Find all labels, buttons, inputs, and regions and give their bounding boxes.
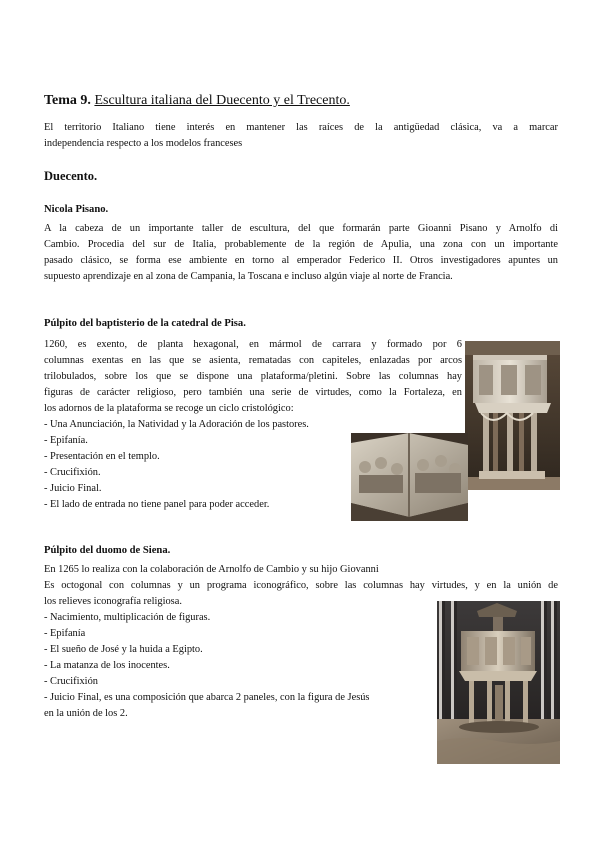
- pisa-pulpit-photo: [465, 341, 560, 490]
- nicola-heading: Nicola Pisano.: [44, 204, 109, 215]
- siena-list-item: en la unión de los 2.: [44, 708, 128, 719]
- pisa-list-item: - Una Anunciación, la Natividad y la Adoración de los pastores.: [44, 419, 309, 430]
- nicola-line-4: supuesto aprendizaje en al zona de Campania, la Toscana e incluso algún viaje al norte de Francia.: [44, 271, 453, 282]
- pisa-line-1: 1260, es exento, de planta hexagonal, en mármol de carrara y formado por 6: [44, 339, 462, 350]
- pisa-list-item: - Epifanía.: [44, 435, 88, 446]
- intro-line-1: El territorio Italiano tiene interés en mantener las raíces de la antigüedad clásica, va a marcar: [44, 122, 558, 133]
- intro-line-2: independencia respecto a los modelos franceses: [44, 138, 243, 149]
- pisa-list-item: - Juicio Final.: [44, 483, 102, 494]
- pisa-heading: Púlpito del baptisterio de la catedral de Pisa.: [44, 318, 246, 329]
- pisa-relief-photo: [351, 433, 468, 521]
- siena-list-item: - La matanza de los inocentes.: [44, 660, 170, 671]
- title-text: Escultura italiana del Duecento y el Trecento.: [94, 93, 350, 108]
- siena-line-2: Es octogonal con columnas y un programa iconográfico, sobre las columnas hay virtudes, y en la unión de: [44, 580, 558, 591]
- pisa-list-item: - El lado de entrada no tiene panel para poder acceder.: [44, 499, 270, 510]
- siena-line-1: En 1265 lo realiza con la colaboración de Arnolfo de Cambio y su hijo Giovanni: [44, 564, 379, 575]
- pisa-list-item: - Crucifixión.: [44, 467, 101, 478]
- pisa-line-3: trilobulados, sobre los que se dispone una plataforma/pletini. Sobre las columnas hay: [44, 371, 462, 382]
- siena-list-item: - Juicio Final, es una composición que abarca 2 paneles, con la figura de Jesús: [44, 692, 370, 703]
- title-label: Tema 9.: [44, 93, 91, 108]
- pisa-line-4: figuras de carácter religioso, pero también una serie de virtudes, como la Fortaleza, en: [44, 387, 462, 398]
- siena-pulpit-photo: [437, 601, 560, 764]
- nicola-line-3: pasado clásico, se forma ese ambiente en torno al emperador Federico II. Otros investigadores apuntes un: [44, 255, 558, 266]
- siena-list-item: - Nacimiento, multiplicación de figuras.: [44, 612, 211, 623]
- section-heading: Duecento.: [44, 169, 98, 183]
- pisa-line-2: columnas exentas en las que se asienta, rematadas con capiteles, enlazadas por arcos: [44, 355, 462, 366]
- nicola-line-2: Cambio. Procedia del sur de Italia, probablemente de la región de Apulia, una zona con un importante: [44, 239, 558, 250]
- siena-list-item: - Crucifixión: [44, 676, 98, 687]
- page-title: [44, 93, 350, 109]
- nicola-line-1: A la cabeza de un importante taller de escultura, del que formarán parte Gioanni Pisano y Arnolfo di: [44, 223, 558, 234]
- siena-heading: Púlpito del duomo de Siena.: [44, 545, 171, 556]
- pisa-list-item: - Presentación en el templo.: [44, 451, 160, 462]
- siena-line-3: los relieves iconografía religiosa.: [44, 596, 182, 607]
- siena-list-item: - El sueño de José y la huida a Egipto.: [44, 644, 203, 655]
- pisa-line-5: los adornos de la plataforma se recoge un ciclo cristológico:: [44, 403, 294, 414]
- siena-list-item: - Epifanía: [44, 628, 86, 639]
